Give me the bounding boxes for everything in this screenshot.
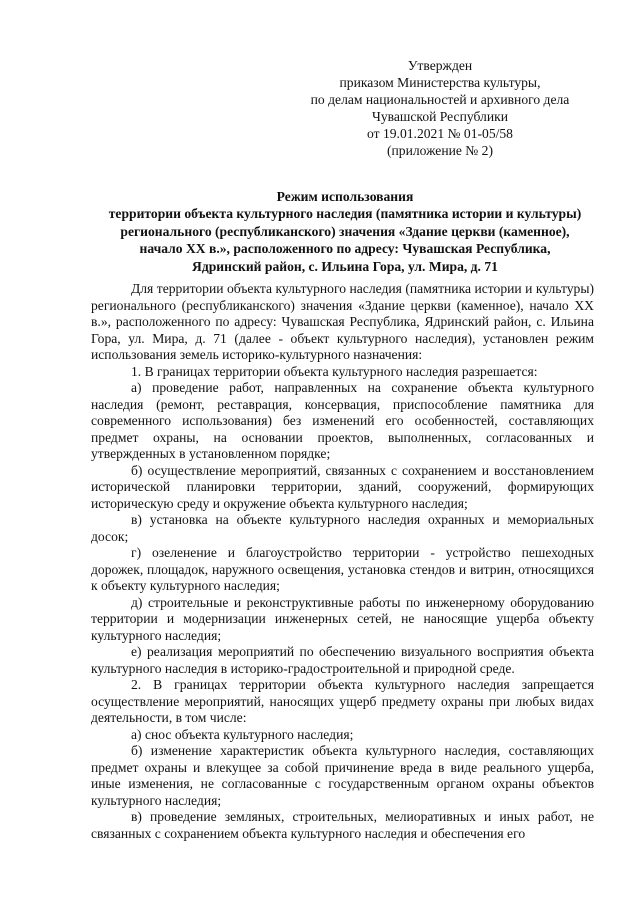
section-1-item-d: д) строительные и реконструктивные работы по инженерному оборудованию территории и модернизации инженерных сетей, не наносящие ущерба объекту культурного наследия; bbox=[91, 594, 594, 643]
document-title bbox=[70, 188, 620, 275]
approval-line: Утвержден bbox=[407, 58, 473, 73]
document-body bbox=[91, 281, 594, 842]
title-line: Режим использования bbox=[276, 189, 414, 204]
section-1-item-e: е) реализация мероприятий по обеспечению визуального восприятия объекта культурного наследия в историко-градостроительной и природной среде. bbox=[91, 644, 594, 676]
approval-block bbox=[300, 57, 580, 159]
section-1-item-v: в) установка на объекте культурного наследия охранных и мемориальных досок; bbox=[91, 512, 594, 544]
section-1-item-g: г) озеленение и благоустройство территории - устройство пешеходных дорожек, площадок, наружного освещения, установка стендов и витрин, относящихся к объекту культурного наследия; bbox=[91, 545, 594, 593]
intro-paragraph: Для территории объекта культурного наследия (памятника истории и культуры) регионального (республиканского) значения «Здание церкви (каменное), начало XX в.», расположенного по адресу: Чувашская Республика, Ядринский район, с. Ильина Гора, ул. Мира, д. 71 (далее - объект культурного наследия), установлен режим использования земель историко-культурного назначения: bbox=[91, 281, 594, 362]
title-line: начало XX в.», расположенного по адресу: Чувашская Республика, bbox=[139, 241, 551, 257]
title-line: регионального (республиканского) значения «Здание церкви (каменное), bbox=[120, 223, 570, 239]
title-line: Ядринский район, с. Ильина Гора, ул. Мира, д. 71 bbox=[192, 258, 498, 274]
title-line: территории объекта культурного наследия (памятника истории и культуры) bbox=[108, 206, 582, 222]
section-1-item-a: а) проведение работ, направленных на сохранение объекта культурного наследия (ремонт, реставрация, консервация, приспособление памятника для современного использования) без изменений его особенностей, составляющих предмет охраны, на основании проектов, выполненных, согласованных и утвержденных в установленном порядке; bbox=[91, 380, 594, 461]
section-2-item-a: а) снос объекта культурного наследия; bbox=[131, 726, 354, 742]
approval-line: Чувашской Республики bbox=[372, 109, 508, 124]
section-2-item-v: в) проведение земляных, строительных, мелиоративных и иных работ, не связанных с сохранением объекта культурного наследия и обеспечения его bbox=[91, 809, 594, 841]
section-2-item-b: б) изменение характеристик объекта культурного наследия, составляющих предмет охраны и влекущее за собой причинение вреда в виде реального ущерба, иные изменения, не согласованные с государственным органом охраны объектов культурного наследия; bbox=[91, 743, 594, 808]
section-2-heading: 2. В границах территории объекта культурного наследия запрещается осуществление мероприятий, наносящих ущерб предмету охраны при любых видах деятельности, в том числе: bbox=[91, 677, 594, 725]
approval-line: (приложение № 2) bbox=[386, 143, 494, 158]
section-1-heading: 1. В границах территории объекта культурного наследия разрешается: bbox=[131, 363, 538, 379]
approval-line: от 19.01.2021 № 01-05/58 bbox=[367, 126, 513, 141]
approval-line: по делам национальностей и архивного дела bbox=[310, 92, 570, 107]
approval-line: приказом Министерства культуры, bbox=[339, 75, 541, 90]
section-1-item-b: б) осуществление мероприятий, связанных с сохранением и восстановлением исторической планировки территории, зданий, сооружений, формирующих историческую среду и окружение объекта культурного наследия; bbox=[91, 462, 594, 511]
